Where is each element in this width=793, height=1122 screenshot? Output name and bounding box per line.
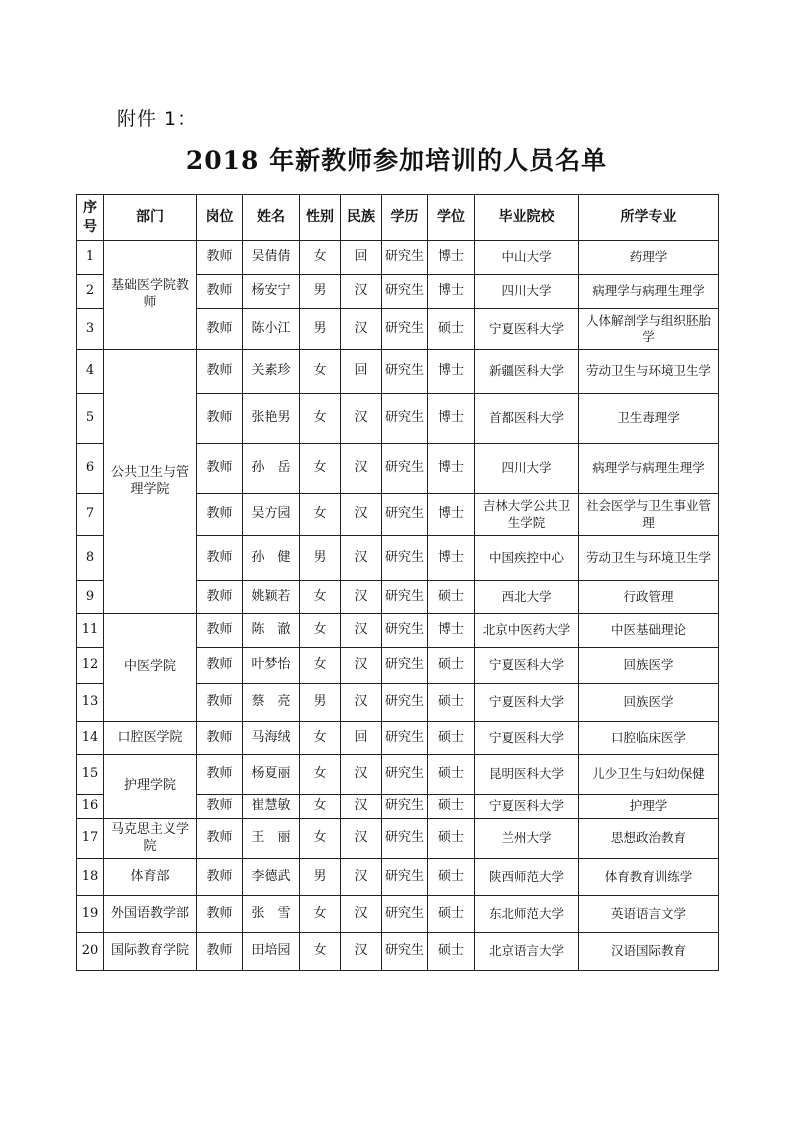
index-cell: 18 (77, 859, 104, 896)
degree-cell: 博士 (428, 241, 475, 275)
school-cell: 四川大学 (475, 444, 579, 494)
name-cell: 孙 岳 (243, 444, 300, 494)
education-cell: 研究生 (382, 494, 428, 536)
table-row (77, 350, 719, 394)
name-cell: 吴方园 (243, 494, 300, 536)
ethnicity-cell: 汉 (341, 933, 382, 971)
post-cell: 教师 (197, 581, 243, 614)
post-cell: 教师 (197, 241, 243, 275)
header-cell-gender: 性别 (300, 195, 341, 241)
ethnicity-cell: 回 (341, 241, 382, 275)
department-cell: 体育部 (104, 859, 197, 896)
department-cell: 外国语教学部 (104, 896, 197, 933)
degree-cell: 硕士 (428, 648, 475, 684)
school-cell: 陕西师范大学 (475, 859, 579, 896)
attachment-label: 附件 1： (117, 108, 198, 130)
education-cell: 研究生 (382, 394, 428, 444)
education-cell: 研究生 (382, 819, 428, 859)
gender-cell: 女 (300, 494, 341, 536)
gender-cell: 女 (300, 755, 341, 795)
name-cell: 杨安宁 (243, 275, 300, 309)
post-cell: 教师 (197, 684, 243, 722)
post-cell: 教师 (197, 648, 243, 684)
degree-cell: 硕士 (428, 581, 475, 614)
education-cell: 研究生 (382, 614, 428, 648)
major-cell: 病理学与病理生理学 (579, 444, 719, 494)
table-row (77, 859, 719, 896)
education-cell: 研究生 (382, 648, 428, 684)
school-cell: 昆明医科大学 (475, 755, 579, 795)
degree-cell: 硕士 (428, 819, 475, 859)
roster-body (77, 241, 719, 971)
name-cell: 王 丽 (243, 819, 300, 859)
header-cell-school: 毕业院校 (475, 195, 579, 241)
name-cell: 孙 健 (243, 536, 300, 581)
education-cell: 研究生 (382, 859, 428, 896)
table-row (77, 241, 719, 275)
name-cell: 关素珍 (243, 350, 300, 394)
table-row (77, 896, 719, 933)
index-cell: 19 (77, 896, 104, 933)
major-cell: 劳动卫生与环境卫生学 (579, 536, 719, 581)
name-cell: 张艳男 (243, 394, 300, 444)
degree-cell: 博士 (428, 536, 475, 581)
major-cell: 儿少卫生与妇幼保健 (579, 755, 719, 795)
header-cell-ethnicity: 民族 (341, 195, 382, 241)
gender-cell: 女 (300, 581, 341, 614)
index-cell: 5 (77, 394, 104, 444)
name-cell: 杨夏丽 (243, 755, 300, 795)
gender-cell: 男 (300, 309, 341, 350)
ethnicity-cell: 汉 (341, 819, 382, 859)
school-cell: 宁夏医科大学 (475, 795, 579, 819)
index-cell: 8 (77, 536, 104, 581)
index-cell: 9 (77, 581, 104, 614)
major-cell: 护理学 (579, 795, 719, 819)
index-cell: 7 (77, 494, 104, 536)
major-cell: 卫生毒理学 (579, 394, 719, 444)
education-cell: 研究生 (382, 684, 428, 722)
major-cell: 思想政治教育 (579, 819, 719, 859)
major-cell: 药理学 (579, 241, 719, 275)
post-cell: 教师 (197, 896, 243, 933)
school-cell: 北京语言大学 (475, 933, 579, 971)
school-cell: 中山大学 (475, 241, 579, 275)
header-cell-name: 姓名 (243, 195, 300, 241)
degree-cell: 硕士 (428, 722, 475, 755)
major-cell: 人体解剖学与组织胚胎学 (579, 309, 719, 350)
post-cell: 教师 (197, 722, 243, 755)
document-title: 2018 年新教师参加培训的人员名单 (185, 146, 608, 175)
degree-cell: 硕士 (428, 795, 475, 819)
department-cell: 口腔医学院 (104, 722, 197, 755)
major-cell: 体育教育训练学 (579, 859, 719, 896)
ethnicity-cell: 汉 (341, 536, 382, 581)
index-cell: 12 (77, 648, 104, 684)
major-cell: 病理学与病理生理学 (579, 275, 719, 309)
department-cell: 马克思主义学院 (104, 819, 197, 859)
post-cell: 教师 (197, 859, 243, 896)
education-cell: 研究生 (382, 722, 428, 755)
ethnicity-cell: 汉 (341, 795, 382, 819)
education-cell: 研究生 (382, 241, 428, 275)
gender-cell: 女 (300, 350, 341, 394)
ethnicity-cell: 汉 (341, 494, 382, 536)
gender-cell: 男 (300, 859, 341, 896)
degree-cell: 硕士 (428, 859, 475, 896)
post-cell: 教师 (197, 614, 243, 648)
ethnicity-cell: 汉 (341, 275, 382, 309)
major-cell: 回族医学 (579, 684, 719, 722)
table-row (77, 819, 719, 859)
gender-cell: 女 (300, 933, 341, 971)
post-cell: 教师 (197, 444, 243, 494)
name-cell: 张 雪 (243, 896, 300, 933)
education-cell: 研究生 (382, 581, 428, 614)
department-cell: 国际教育学院 (104, 933, 197, 971)
major-cell: 行政管理 (579, 581, 719, 614)
post-cell: 教师 (197, 755, 243, 795)
major-cell: 口腔临床医学 (579, 722, 719, 755)
ethnicity-cell: 汉 (341, 581, 382, 614)
header-cell-post: 岗位 (197, 195, 243, 241)
degree-cell: 硕士 (428, 896, 475, 933)
gender-cell: 女 (300, 648, 341, 684)
name-cell: 陈小江 (243, 309, 300, 350)
name-cell: 蔡 亮 (243, 684, 300, 722)
school-cell: 四川大学 (475, 275, 579, 309)
name-cell: 吴倩倩 (243, 241, 300, 275)
header-cell-education: 学历 (382, 195, 428, 241)
gender-cell: 女 (300, 394, 341, 444)
index-cell: 11 (77, 614, 104, 648)
major-cell: 汉语国际教育 (579, 933, 719, 971)
index-cell: 15 (77, 755, 104, 795)
gender-cell: 男 (300, 275, 341, 309)
degree-cell: 博士 (428, 350, 475, 394)
name-cell: 姚颖若 (243, 581, 300, 614)
degree-cell: 博士 (428, 394, 475, 444)
major-cell: 回族医学 (579, 648, 719, 684)
school-cell: 宁夏医科大学 (475, 684, 579, 722)
degree-cell: 硕士 (428, 309, 475, 350)
degree-cell: 硕士 (428, 684, 475, 722)
major-cell: 英语语言文学 (579, 896, 719, 933)
school-cell: 西北大学 (475, 581, 579, 614)
post-cell: 教师 (197, 309, 243, 350)
gender-cell: 女 (300, 819, 341, 859)
index-cell: 14 (77, 722, 104, 755)
education-cell: 研究生 (382, 755, 428, 795)
index-cell: 2 (77, 275, 104, 309)
header-cell-major: 所学专业 (579, 195, 719, 241)
department-cell: 基础医学院教师 (104, 241, 197, 350)
ethnicity-cell: 汉 (341, 309, 382, 350)
header-cell-degree: 学位 (428, 195, 475, 241)
post-cell: 教师 (197, 494, 243, 536)
ethnicity-cell: 汉 (341, 755, 382, 795)
table-row (77, 755, 719, 795)
school-cell: 首都医科大学 (475, 394, 579, 444)
ethnicity-cell: 汉 (341, 394, 382, 444)
post-cell: 教师 (197, 795, 243, 819)
post-cell: 教师 (197, 350, 243, 394)
post-cell: 教师 (197, 275, 243, 309)
department-cell: 护理学院 (104, 755, 197, 819)
ethnicity-cell: 汉 (341, 684, 382, 722)
gender-cell: 男 (300, 684, 341, 722)
index-cell: 1 (77, 241, 104, 275)
name-cell: 马海绒 (243, 722, 300, 755)
name-cell: 田培园 (243, 933, 300, 971)
degree-cell: 博士 (428, 444, 475, 494)
index-cell: 4 (77, 350, 104, 394)
major-cell: 社会医学与卫生事业管理 (579, 494, 719, 536)
gender-cell: 女 (300, 896, 341, 933)
department-cell: 中医学院 (104, 614, 197, 722)
post-cell: 教师 (197, 933, 243, 971)
degree-cell: 博士 (428, 494, 475, 536)
department-cell: 公共卫生与管理学院 (104, 350, 197, 614)
trainee-roster-table (76, 194, 719, 971)
school-cell: 宁夏医科大学 (475, 309, 579, 350)
ethnicity-cell: 回 (341, 722, 382, 755)
school-cell: 宁夏医科大学 (475, 648, 579, 684)
index-cell: 3 (77, 309, 104, 350)
gender-cell: 女 (300, 614, 341, 648)
index-cell: 13 (77, 684, 104, 722)
school-cell: 吉林大学公共卫生学院 (475, 494, 579, 536)
degree-cell: 硕士 (428, 933, 475, 971)
education-cell: 研究生 (382, 444, 428, 494)
header-cell-index: 序号 (77, 195, 104, 241)
school-cell: 东北师范大学 (475, 896, 579, 933)
education-cell: 研究生 (382, 933, 428, 971)
gender-cell: 女 (300, 241, 341, 275)
ethnicity-cell: 汉 (341, 648, 382, 684)
education-cell: 研究生 (382, 309, 428, 350)
ethnicity-cell: 汉 (341, 859, 382, 896)
ethnicity-cell: 回 (341, 350, 382, 394)
education-cell: 研究生 (382, 896, 428, 933)
ethnicity-cell: 汉 (341, 896, 382, 933)
index-cell: 6 (77, 444, 104, 494)
school-cell: 新疆医科大学 (475, 350, 579, 394)
table-row (77, 614, 719, 648)
education-cell: 研究生 (382, 795, 428, 819)
post-cell: 教师 (197, 536, 243, 581)
table-row (77, 722, 719, 755)
education-cell: 研究生 (382, 350, 428, 394)
gender-cell: 男 (300, 536, 341, 581)
name-cell: 崔慧敏 (243, 795, 300, 819)
post-cell: 教师 (197, 394, 243, 444)
major-cell: 中医基础理论 (579, 614, 719, 648)
index-cell: 16 (77, 795, 104, 819)
name-cell: 李德武 (243, 859, 300, 896)
major-cell: 劳动卫生与环境卫生学 (579, 350, 719, 394)
post-cell: 教师 (197, 819, 243, 859)
header-cell-department: 部门 (104, 195, 197, 241)
name-cell: 陈 澈 (243, 614, 300, 648)
gender-cell: 女 (300, 444, 341, 494)
education-cell: 研究生 (382, 275, 428, 309)
gender-cell: 女 (300, 722, 341, 755)
degree-cell: 博士 (428, 614, 475, 648)
index-cell: 17 (77, 819, 104, 859)
school-cell: 中国疾控中心 (475, 536, 579, 581)
header-row (77, 195, 719, 241)
ethnicity-cell: 汉 (341, 614, 382, 648)
gender-cell: 女 (300, 795, 341, 819)
degree-cell: 博士 (428, 275, 475, 309)
ethnicity-cell: 汉 (341, 444, 382, 494)
school-cell: 北京中医药大学 (475, 614, 579, 648)
index-cell: 20 (77, 933, 104, 971)
school-cell: 宁夏医科大学 (475, 722, 579, 755)
education-cell: 研究生 (382, 536, 428, 581)
school-cell: 兰州大学 (475, 819, 579, 859)
table-row (77, 933, 719, 971)
name-cell: 叶梦怡 (243, 648, 300, 684)
degree-cell: 硕士 (428, 755, 475, 795)
